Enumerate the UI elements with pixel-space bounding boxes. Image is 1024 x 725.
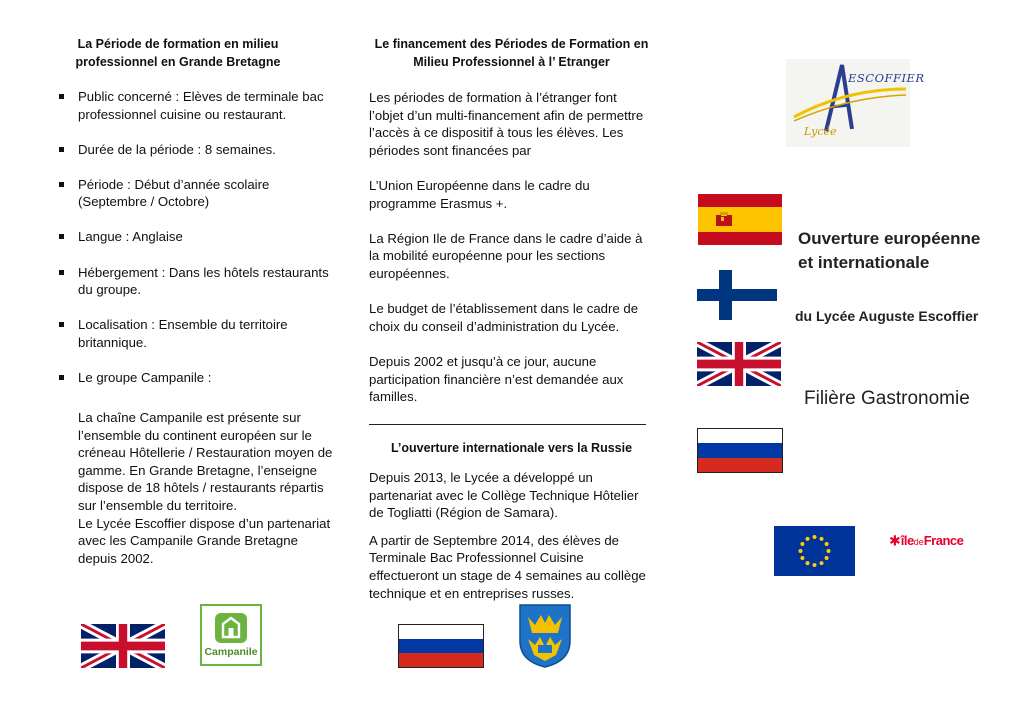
subtitle: du Lycée Auguste Escoffier <box>795 308 979 324</box>
spain-flag-icon <box>698 194 782 245</box>
russia-internship: A partir de Septembre 2014, des élèves de Terminale Bac Professionnel Cuisine effectueront un stage de 4 semaines au collège technique et en entreprises russes. <box>369 532 646 601</box>
escoffier-logo-text: ESCOFFIER <box>848 71 925 85</box>
campanile-text-2: Le Lycée Escoffier dispose d’un partenariat avec les Campanile Grande Bretagne depuis 2002. <box>78 515 331 566</box>
middle-heading: Le financement des Périodes de Formation en Milieu Professionnel à l’ Etranger <box>374 37 649 69</box>
campanile-house-icon <box>215 613 247 643</box>
divider-line <box>369 424 646 425</box>
campanile-text-1: La chaîne Campanile est présente sur l’ensemble du continent européen sur le créneau Hôtellerie / Restauration moyen de gamme. En Grande Bretagne, l’enseigne dispose de 18 hôtels / restaurants répartis sur l’ensemble du territoire. <box>78 410 333 513</box>
uk-flag-right-icon <box>697 342 781 386</box>
uk-flag-icon <box>81 624 165 668</box>
campanile-description <box>78 409 340 567</box>
iledefrance-logo <box>889 532 979 550</box>
bullet-duree: Durée de la période : 8 semaines. <box>58 141 338 159</box>
idf-part-3: France <box>923 533 964 548</box>
funding-families: Depuis 2002 et jusqu’à ce jour, aucune participation financière n’est demandée aux familles. <box>369 353 624 405</box>
idf-part-1: île <box>900 533 914 548</box>
bullet-localisation: Localisation : Ensemble du territoire britannique. <box>58 316 338 351</box>
bullet-langue: Langue : Anglaise <box>58 228 338 246</box>
russia-text <box>369 469 654 602</box>
iledefrance-star-icon: ✱ <box>889 532 901 549</box>
bullet-hebergement: Hébergement : Dans les hôtels restaurants du groupe. <box>58 264 338 299</box>
bullet-public: Public concerné : Elèves de terminale bac professionnel cuisine ou restaurant. <box>58 88 338 123</box>
title-line-2: et internationale <box>798 253 930 272</box>
togliatti-coat-of-arms-icon <box>518 603 572 669</box>
funding-eu: L’Union Européenne dans le cadre du programme Erasmus +. <box>369 177 590 211</box>
left-bullet-list <box>58 88 338 404</box>
funding-intro: Les périodes de formation à l’étranger font l’objet d’un multi-financement afin de permettre l’accès à ce dispositif à tous les élèves. Les périodes sont financées par <box>369 90 644 158</box>
funding-text <box>369 89 654 406</box>
finland-flag-icon <box>697 270 777 320</box>
bullet-campanile: Le groupe Campanile : <box>58 369 338 387</box>
eu-flag-icon <box>774 526 855 576</box>
left-heading: La Période de formation en milieu professionnel en Grande Bretagne <box>75 37 281 69</box>
idf-part-2: de <box>913 537 924 547</box>
russia-partnership: Depuis 2013, le Lycée a développé un partenariat avec le Collège Technique Hôtelier de Togliatti (Région de Samara). <box>369 470 639 521</box>
russia-flag-right-icon <box>697 428 783 473</box>
title-line-1: Ouverture européenne <box>798 229 981 248</box>
campanile-logo-text: Campanile <box>204 646 258 658</box>
escoffier-logo-sub: Lycée <box>804 125 837 138</box>
bullet-periode: Période : Début d’année scolaire (Septembre / Octobre) <box>58 176 338 211</box>
filiere-title: Filière Gastronomie <box>804 388 970 409</box>
funding-region: La Région Ile de France dans le cadre d’aide à la mobilité européenne pour les sections européennes. <box>369 230 643 281</box>
russia-heading: L’ouverture internationale vers la Russie <box>390 441 633 455</box>
escoffier-logo <box>786 59 925 147</box>
campanile-logo <box>200 604 262 666</box>
russia-flag-icon <box>398 624 484 668</box>
funding-budget: Le budget de l’établissement dans le cadre de choix du conseil d’administration du Lycée. <box>369 301 639 334</box>
